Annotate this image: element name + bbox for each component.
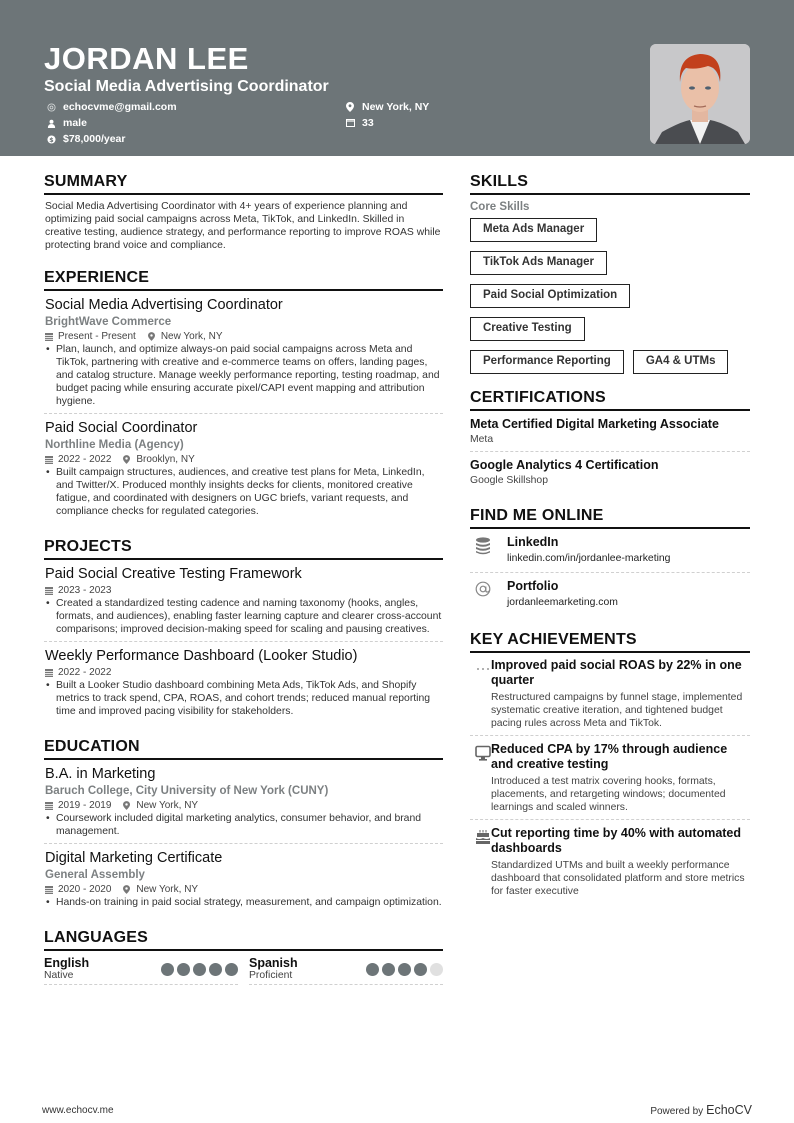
footer-website-link[interactable]: www.echocv.me — [42, 1105, 114, 1116]
powered-by-label: Powered by — [650, 1106, 704, 1117]
online-item-portfolio — [470, 578, 750, 616]
company-name: BrightWave Commerce — [45, 316, 172, 328]
map-pin-icon — [123, 885, 131, 894]
calendar-icon — [45, 455, 53, 464]
certification-issuer: Meta — [470, 434, 494, 445]
skill-tag: Creative Testing — [470, 317, 585, 341]
language-item — [249, 956, 443, 985]
achievement-title: Reduced CPA by 17% through audience and creative testing — [491, 742, 728, 771]
language-level: Native — [44, 970, 74, 981]
experience-heading: EXPERIENCE — [44, 268, 443, 291]
location: New York, NY — [136, 800, 199, 811]
rating-dot-filled — [398, 963, 411, 976]
education-heading: EDUCATION — [44, 737, 443, 760]
entry-meta — [44, 584, 443, 597]
brand-link[interactable]: EchoCV — [706, 1103, 752, 1117]
project-entry — [44, 647, 443, 723]
online-section — [470, 506, 750, 616]
language-item — [44, 956, 238, 985]
portfolio-link[interactable]: jordanleemarketing.com — [507, 597, 618, 608]
experience-entry — [44, 296, 443, 414]
gender-info — [46, 116, 87, 130]
rating-dot-filled — [161, 963, 174, 976]
rating-dot-filled — [225, 963, 238, 976]
certification-name: Google Analytics 4 Certification — [470, 458, 659, 472]
salary-info — [46, 132, 125, 146]
map-pin-icon — [345, 102, 355, 112]
map-pin-icon — [148, 332, 156, 341]
certification-item — [470, 457, 750, 492]
database-icon — [470, 534, 507, 568]
calendar-icon — [45, 586, 53, 595]
skill-tag: Performance Reporting — [470, 350, 624, 374]
age-info — [345, 116, 374, 130]
location-text: New York, NY — [362, 101, 430, 113]
language-name: Spanish — [249, 956, 298, 970]
description-bullet: • Coursework included digital marketing analytics, consumer behavior, and brand management. — [44, 812, 443, 838]
projects-heading: PROJECTS — [44, 537, 443, 560]
footer-powered-by — [650, 1103, 752, 1117]
achievement-title: Improved paid social ROAS by 22% in one quarter — [491, 658, 742, 687]
entry-meta — [44, 799, 443, 812]
summary-section — [44, 172, 443, 252]
skill-tag: TikTok Ads Manager — [470, 251, 607, 275]
monitor-icon — [470, 742, 491, 814]
email-info — [46, 100, 177, 114]
achievement-item — [470, 826, 750, 903]
rating-dot-filled — [382, 963, 395, 976]
skill-group-label: Core Skills — [470, 201, 530, 213]
rating-dot-filled — [193, 963, 206, 976]
candidate-name: JORDAN LEE — [44, 41, 249, 76]
summary-heading: SUMMARY — [44, 172, 443, 195]
achievements-section — [470, 630, 750, 916]
achievement-item — [470, 742, 750, 820]
job-title: Social Media Advertising Coordinator — [45, 297, 283, 313]
experience-entry — [44, 419, 443, 523]
resume-header — [0, 0, 794, 156]
description-bullet: • Hands-on training in paid social strategy, measurement, and campaign optimization. — [44, 896, 443, 909]
dates: Present - Present — [58, 331, 136, 342]
map-pin-icon — [123, 801, 131, 810]
online-name: Portfolio — [507, 579, 559, 593]
school-name: Baruch College, City University of New York (CUNY) — [45, 785, 329, 797]
calendar-icon — [345, 118, 355, 128]
location: New York, NY — [160, 331, 223, 342]
rating-dot-empty — [430, 963, 443, 976]
user-icon — [46, 118, 56, 128]
left-column — [44, 172, 443, 985]
language-level: Proficient — [249, 970, 293, 981]
summary-text: Social Media Advertising Coordinator with 4+ years of experience planning and optimizing paid social campaigns across Meta, TikTok, and LinkedIn. Skilled in creative testing, audience strategy, and performance reporting to improve ROAS while protecting brand voice and compliance. — [45, 201, 441, 251]
skill-list — [470, 218, 750, 374]
certifications-heading: CERTIFICATIONS — [470, 388, 750, 411]
calendar-icon — [45, 668, 53, 677]
salary-text: $78,000/year — [63, 133, 126, 145]
achievement-description: Restructured campaigns by funnel stage, implemented systematic creative iteration, and tightened budget pacing rules across Meta and TikTok. — [491, 692, 743, 729]
skill-tag: GA4 & UTMs — [633, 350, 729, 374]
project-entry — [44, 565, 443, 642]
certification-item — [470, 416, 750, 452]
entry-meta — [44, 666, 443, 679]
linkedin-link[interactable]: linkedin.com/in/jordanlee-marketing — [507, 553, 671, 564]
experience-section — [44, 268, 443, 523]
certifications-section — [470, 388, 750, 492]
certification-issuer: Google Skillshop — [470, 475, 548, 486]
school-name: General Assembly — [45, 869, 145, 881]
profile-photo — [650, 44, 750, 144]
online-heading: FIND ME ONLINE — [470, 506, 750, 529]
ellipsis-icon — [470, 658, 491, 730]
at-icon — [46, 102, 56, 112]
entry-meta — [44, 883, 443, 896]
skill-tag: Paid Social Optimization — [470, 284, 630, 308]
degree-title: B.A. in Marketing — [45, 766, 156, 782]
calendar-icon — [45, 885, 53, 894]
languages-section — [44, 928, 443, 985]
achievements-heading: KEY ACHIEVEMENTS — [470, 630, 750, 653]
svg-text:$: $ — [48, 136, 54, 144]
certification-name: Meta Certified Digital Marketing Associate — [470, 417, 719, 431]
achievement-description: Standardized UTMs and built a weekly performance dashboard that consolidated platform and store metrics for faster executive — [491, 860, 745, 897]
dates: 2023 - 2023 — [58, 585, 112, 596]
education-entry — [44, 765, 443, 844]
right-column — [470, 172, 750, 916]
calendar-icon — [45, 801, 53, 810]
education-entry — [44, 849, 443, 914]
at-icon — [470, 578, 507, 612]
gender-text: male — [63, 117, 87, 129]
age-text: 33 — [362, 117, 374, 129]
description-bullet: • Plan, launch, and optimize always-on paid social campaigns across Meta and TikTok, partnering with creative and e-commerce teams on offers, landing pages, and catalog structure. Manage weekly performance reporting, testing roadmap, and budget pacing while ensuring accurate pixel/CAPI event mapping and attribution hygiene. — [44, 343, 443, 408]
entry-meta — [44, 330, 443, 343]
location: New York, NY — [136, 884, 199, 895]
candidate-title: Social Media Advertising Coordinator — [44, 78, 329, 95]
location-info — [345, 100, 429, 114]
online-item-linkedin — [470, 534, 750, 573]
description-bullet: • Built campaign structures, audiences, and creative test plans for Meta, LinkedIn, and Twitter/X. Produced monthly insights decks for clients, monitored creative fatigue, and coordinated with designers on UGC briefs, variant requests, and compliance checks for regulated categories. — [44, 466, 443, 518]
rating-dot-filled — [414, 963, 427, 976]
calendar-icon — [45, 332, 53, 341]
skill-tag: Meta Ads Manager — [470, 218, 597, 242]
dollar-circle-icon — [46, 134, 56, 144]
map-pin-icon — [123, 455, 131, 464]
rating-dots — [161, 963, 238, 976]
email-text[interactable]: echocvme@gmail.com — [63, 101, 177, 113]
projects-section — [44, 537, 443, 723]
job-title: Paid Social Coordinator — [45, 420, 198, 436]
dates: 2022 - 2022 — [58, 667, 112, 678]
achievement-item — [470, 658, 750, 736]
location: Brooklyn, NY — [136, 454, 195, 465]
online-name: LinkedIn — [507, 535, 559, 549]
degree-title: Digital Marketing Certificate — [45, 850, 223, 866]
rating-dot-filled — [209, 963, 222, 976]
rating-dot-filled — [177, 963, 190, 976]
achievement-title: Cut reporting time by 40% with automated dashboards — [491, 826, 742, 855]
dates: 2020 - 2020 — [58, 884, 112, 895]
education-section — [44, 737, 443, 914]
project-title: Paid Social Creative Testing Framework — [45, 566, 302, 582]
rating-dot-filled — [366, 963, 379, 976]
rating-dots — [366, 963, 443, 976]
languages-heading: LANGUAGES — [44, 928, 443, 951]
description-bullet: • Built a Looker Studio dashboard combining Meta Ads, TikTok Ads, and Shopify metrics to track spend, CPA, ROAS, and cohort trends; reduced manual reporting time and improved pacing visibility for stakeholders. — [44, 679, 443, 718]
language-name: English — [44, 956, 90, 970]
entry-meta — [44, 453, 443, 466]
project-title: Weekly Performance Dashboard (Looker Studio) — [45, 648, 358, 664]
company-name: Northline Media (Agency) — [45, 439, 184, 451]
dates: 2022 - 2022 — [58, 454, 112, 465]
skills-heading: SKILLS — [470, 172, 750, 195]
description-bullet: • Created a standardized testing cadence and naming taxonomy (hooks, angles, formats, and audiences), enabling faster learning capture and clearer cross-account comparisons; improved decision-making speed for scaling and pausing creatives. — [44, 597, 443, 636]
cake-icon — [470, 826, 491, 898]
dates: 2019 - 2019 — [58, 800, 112, 811]
achievement-description: Introduced a test matrix covering hooks, formats, placements, and retargeting windows; documented learnings and scaled winners. — [491, 776, 726, 813]
skills-section — [470, 172, 750, 374]
